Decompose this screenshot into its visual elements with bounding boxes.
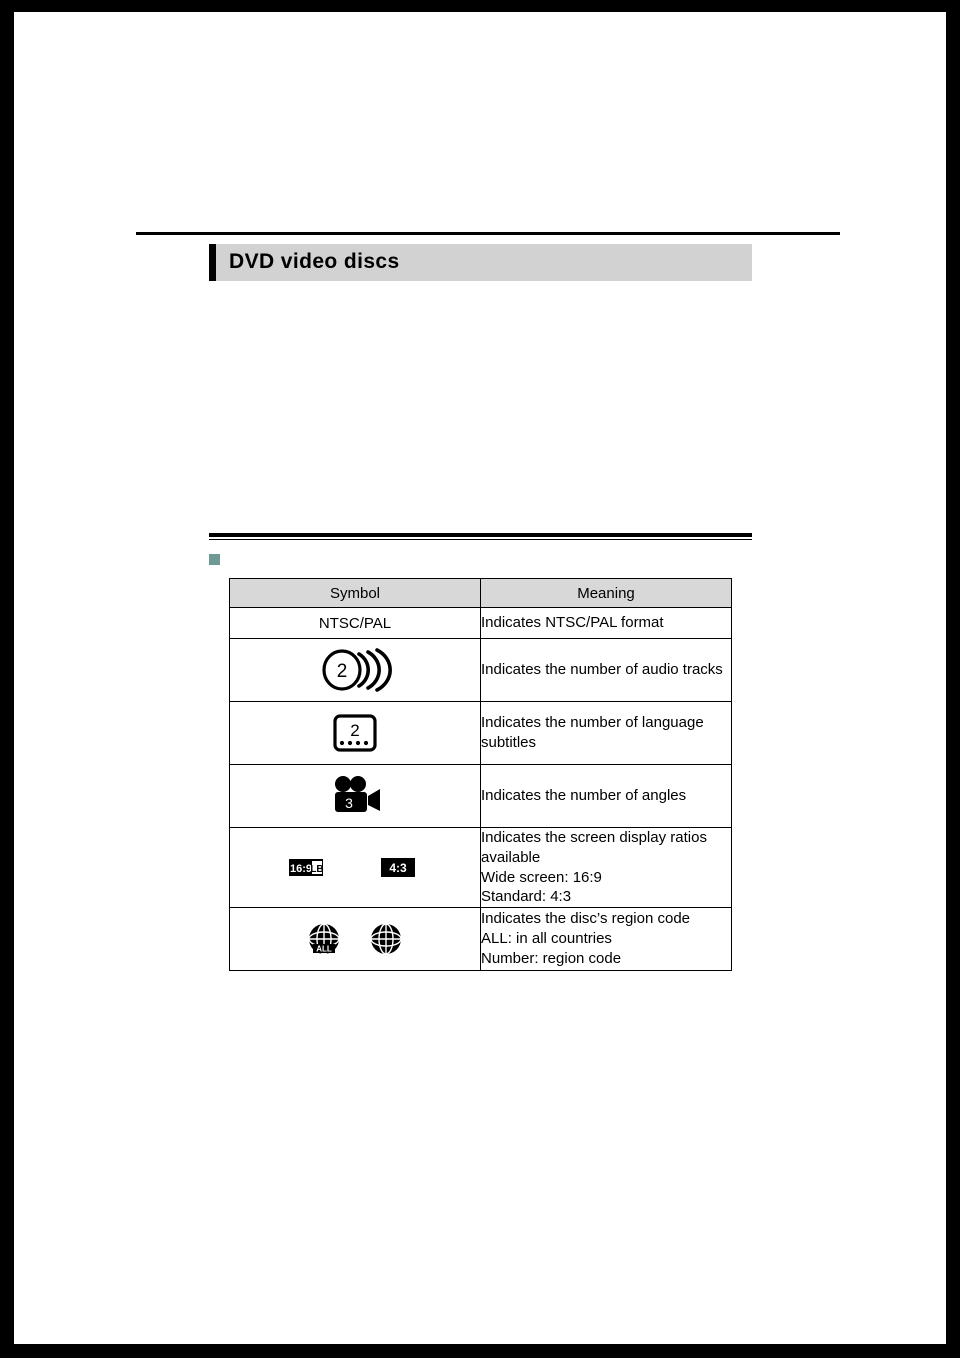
subtitles-icon [230,702,480,764]
meaning-region-code-line3: Number: region code [481,950,622,968]
meaning-aspect-ratio-line3: Standard: 4:3 [481,888,572,906]
page-border-top [0,0,960,12]
subtitles-icon-svg [327,710,383,756]
meaning-audio-tracks: Indicates the number of audio tracks [481,639,732,702]
svg-text:LB: LB [310,863,324,875]
aspect-ratio-169-icon-svg [288,853,360,883]
column-header-symbol: Symbol [230,579,481,608]
symbol-meaning-table [229,578,732,971]
region-code-globe-all-icon-svg [302,917,346,961]
subsection-bullet-icon [209,554,220,565]
symbol-ntsc-pal-text: NTSC/PAL [230,608,481,639]
meaning-aspect-ratio-line2: Wide screen: 16:9 [481,868,602,886]
svg-text:4:3: 4:3 [389,860,407,875]
camera-angles-icon-svg [324,773,386,819]
meaning-region-code [481,908,732,971]
table-row [230,639,732,702]
symbol-cell-angles [230,765,481,828]
svg-text:16:9: 16:9 [289,862,313,875]
region-code-globe-number-icon-svg [364,917,408,961]
column-header-meaning: Meaning [481,579,732,608]
aspect-ratio-icon [230,828,480,907]
page-title: DVD video discs [229,250,400,273]
audio-tracks-icon [230,639,480,701]
meaning-region-code-line1: Indicates the disc’s region code [481,910,691,928]
meaning-region-code-line2: ALL: in all countries [481,930,612,948]
meaning-aspect-ratio-line1: Indicates the screen display ratios available [481,829,707,866]
table-row [230,765,732,828]
table-header-row [230,579,732,608]
audio-tracks-icon-svg [315,647,395,693]
symbol-cell-subtitles [230,702,481,765]
header-rule [136,232,840,235]
meaning-subtitles: Indicates the number of language subtitles [481,702,732,765]
camera-angles-icon [230,765,480,827]
table-row [230,608,732,639]
table-row [230,908,732,971]
meaning-angles: Indicates the number of angles [481,765,732,828]
page-border-right [946,0,960,1358]
symbol-cell-region-code [230,908,481,971]
aspect-ratio-43-icon-svg [378,853,422,883]
region-code-globe-icon [230,908,480,970]
section-title-bar [209,244,752,281]
page-border-bottom [0,1344,960,1358]
table-row [230,828,732,908]
svg-text:ALL: ALL [316,944,332,954]
svg-text:2: 2 [336,661,348,682]
table-row [230,702,732,765]
meaning-ntsc-pal: Indicates NTSC/PAL format [481,608,732,639]
site-watermark: carmanualsonline.info [746,1318,936,1339]
svg-text:3: 3 [345,795,353,811]
svg-text:2: 2 [350,721,360,740]
symbol-cell-audio-tracks [230,639,481,702]
page-border-left [0,0,14,1358]
section-divider [209,533,752,540]
symbol-cell-aspect-ratio [230,828,481,908]
meaning-aspect-ratio [481,828,732,908]
